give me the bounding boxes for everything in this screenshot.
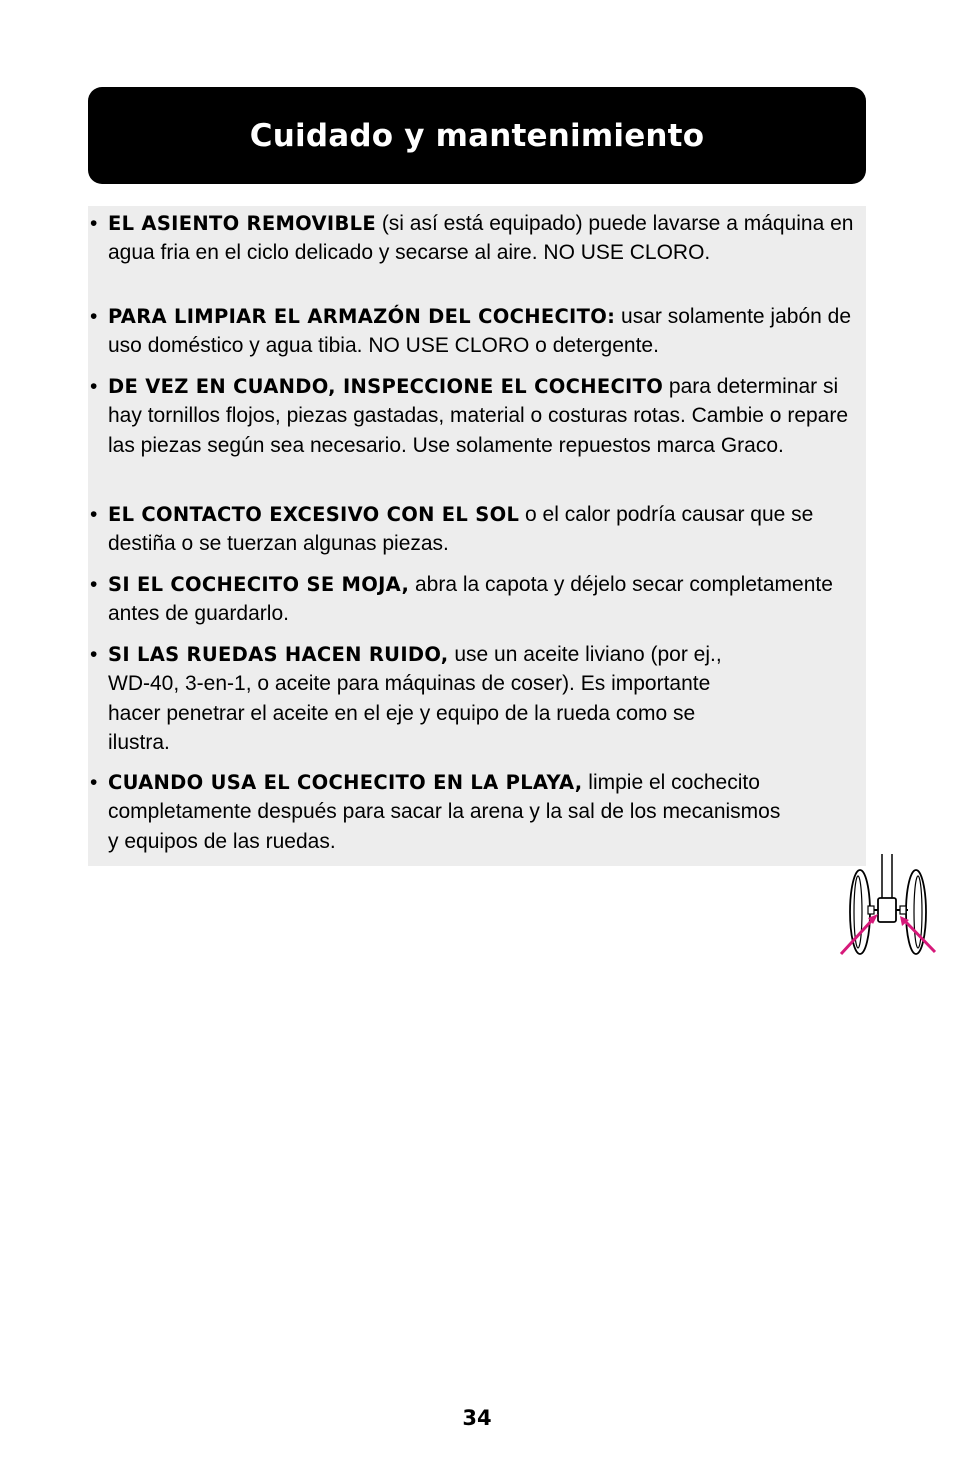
list-item xyxy=(88,302,858,361)
item-text: para determinar si hay tornillos flojos, piezas gastadas, material o costuras rotas. Cambie o repare las piezas según sea necesario. Use solamente repuestos marca Graco. xyxy=(108,375,849,457)
bullet: • xyxy=(90,573,98,596)
list-item xyxy=(88,500,878,559)
bullet: • xyxy=(90,503,98,526)
item-heading: EL ASIENTO REMOVIBLE xyxy=(108,212,376,235)
bullet: • xyxy=(90,375,98,398)
item-text: abra la capota y déjelo secar completamente antes de guardarlo. xyxy=(108,573,833,626)
item-text: (si así está equipado) puede lavarse a máquina en agua fria en el ciclo delicado y secarse al aire. NO USE CLORO. xyxy=(108,212,854,265)
section-header xyxy=(88,87,866,184)
item-text: usar solamente jabón de uso doméstico y agua tibia. NO USE CLORO o detergente. xyxy=(108,305,852,358)
item-heading: SI EL COCHECITO SE MOJA, xyxy=(108,573,410,596)
wheel-oiling-illustration-icon xyxy=(838,852,938,958)
item-text: use un aceite liviano (por ej., WD-40, 3-en-1, o aceite para máquinas de coser). Es importante hacer penetrar el aceite en el eje y equipo de la rueda como se ilustra. xyxy=(108,643,722,754)
section-title: Cuidado y mantenimiento xyxy=(249,117,705,154)
list-item xyxy=(88,768,788,856)
maintenance-panel xyxy=(88,206,866,866)
bullet: • xyxy=(90,643,98,666)
item-heading: PARA LIMPIAR EL ARMAZÓN DEL COCHECITO: xyxy=(108,305,616,328)
list-item xyxy=(88,209,858,268)
list-item xyxy=(88,640,748,757)
page-number: 34 xyxy=(462,1406,492,1430)
item-heading: DE VEZ EN CUANDO, INSPECCIONE EL COCHECITO xyxy=(108,375,664,398)
bullet: • xyxy=(90,212,98,235)
item-text: o el calor podría causar que se destiña o se tuerzan algunas piezas. xyxy=(108,503,814,556)
list-item xyxy=(88,570,858,629)
bullet: • xyxy=(90,771,98,794)
item-text: limpie el cochecito completamente después para sacar la arena y la sal de los mecanismos y equipos de las ruedas. xyxy=(108,771,781,853)
item-heading: EL CONTACTO EXCESIVO CON EL SOL xyxy=(108,503,520,526)
bullet: • xyxy=(90,305,98,328)
item-heading: SI LAS RUEDAS HACEN RUIDO, xyxy=(108,643,449,666)
item-heading: CUANDO USA EL COCHECITO EN LA PLAYA, xyxy=(108,771,583,794)
list-item xyxy=(88,372,866,460)
